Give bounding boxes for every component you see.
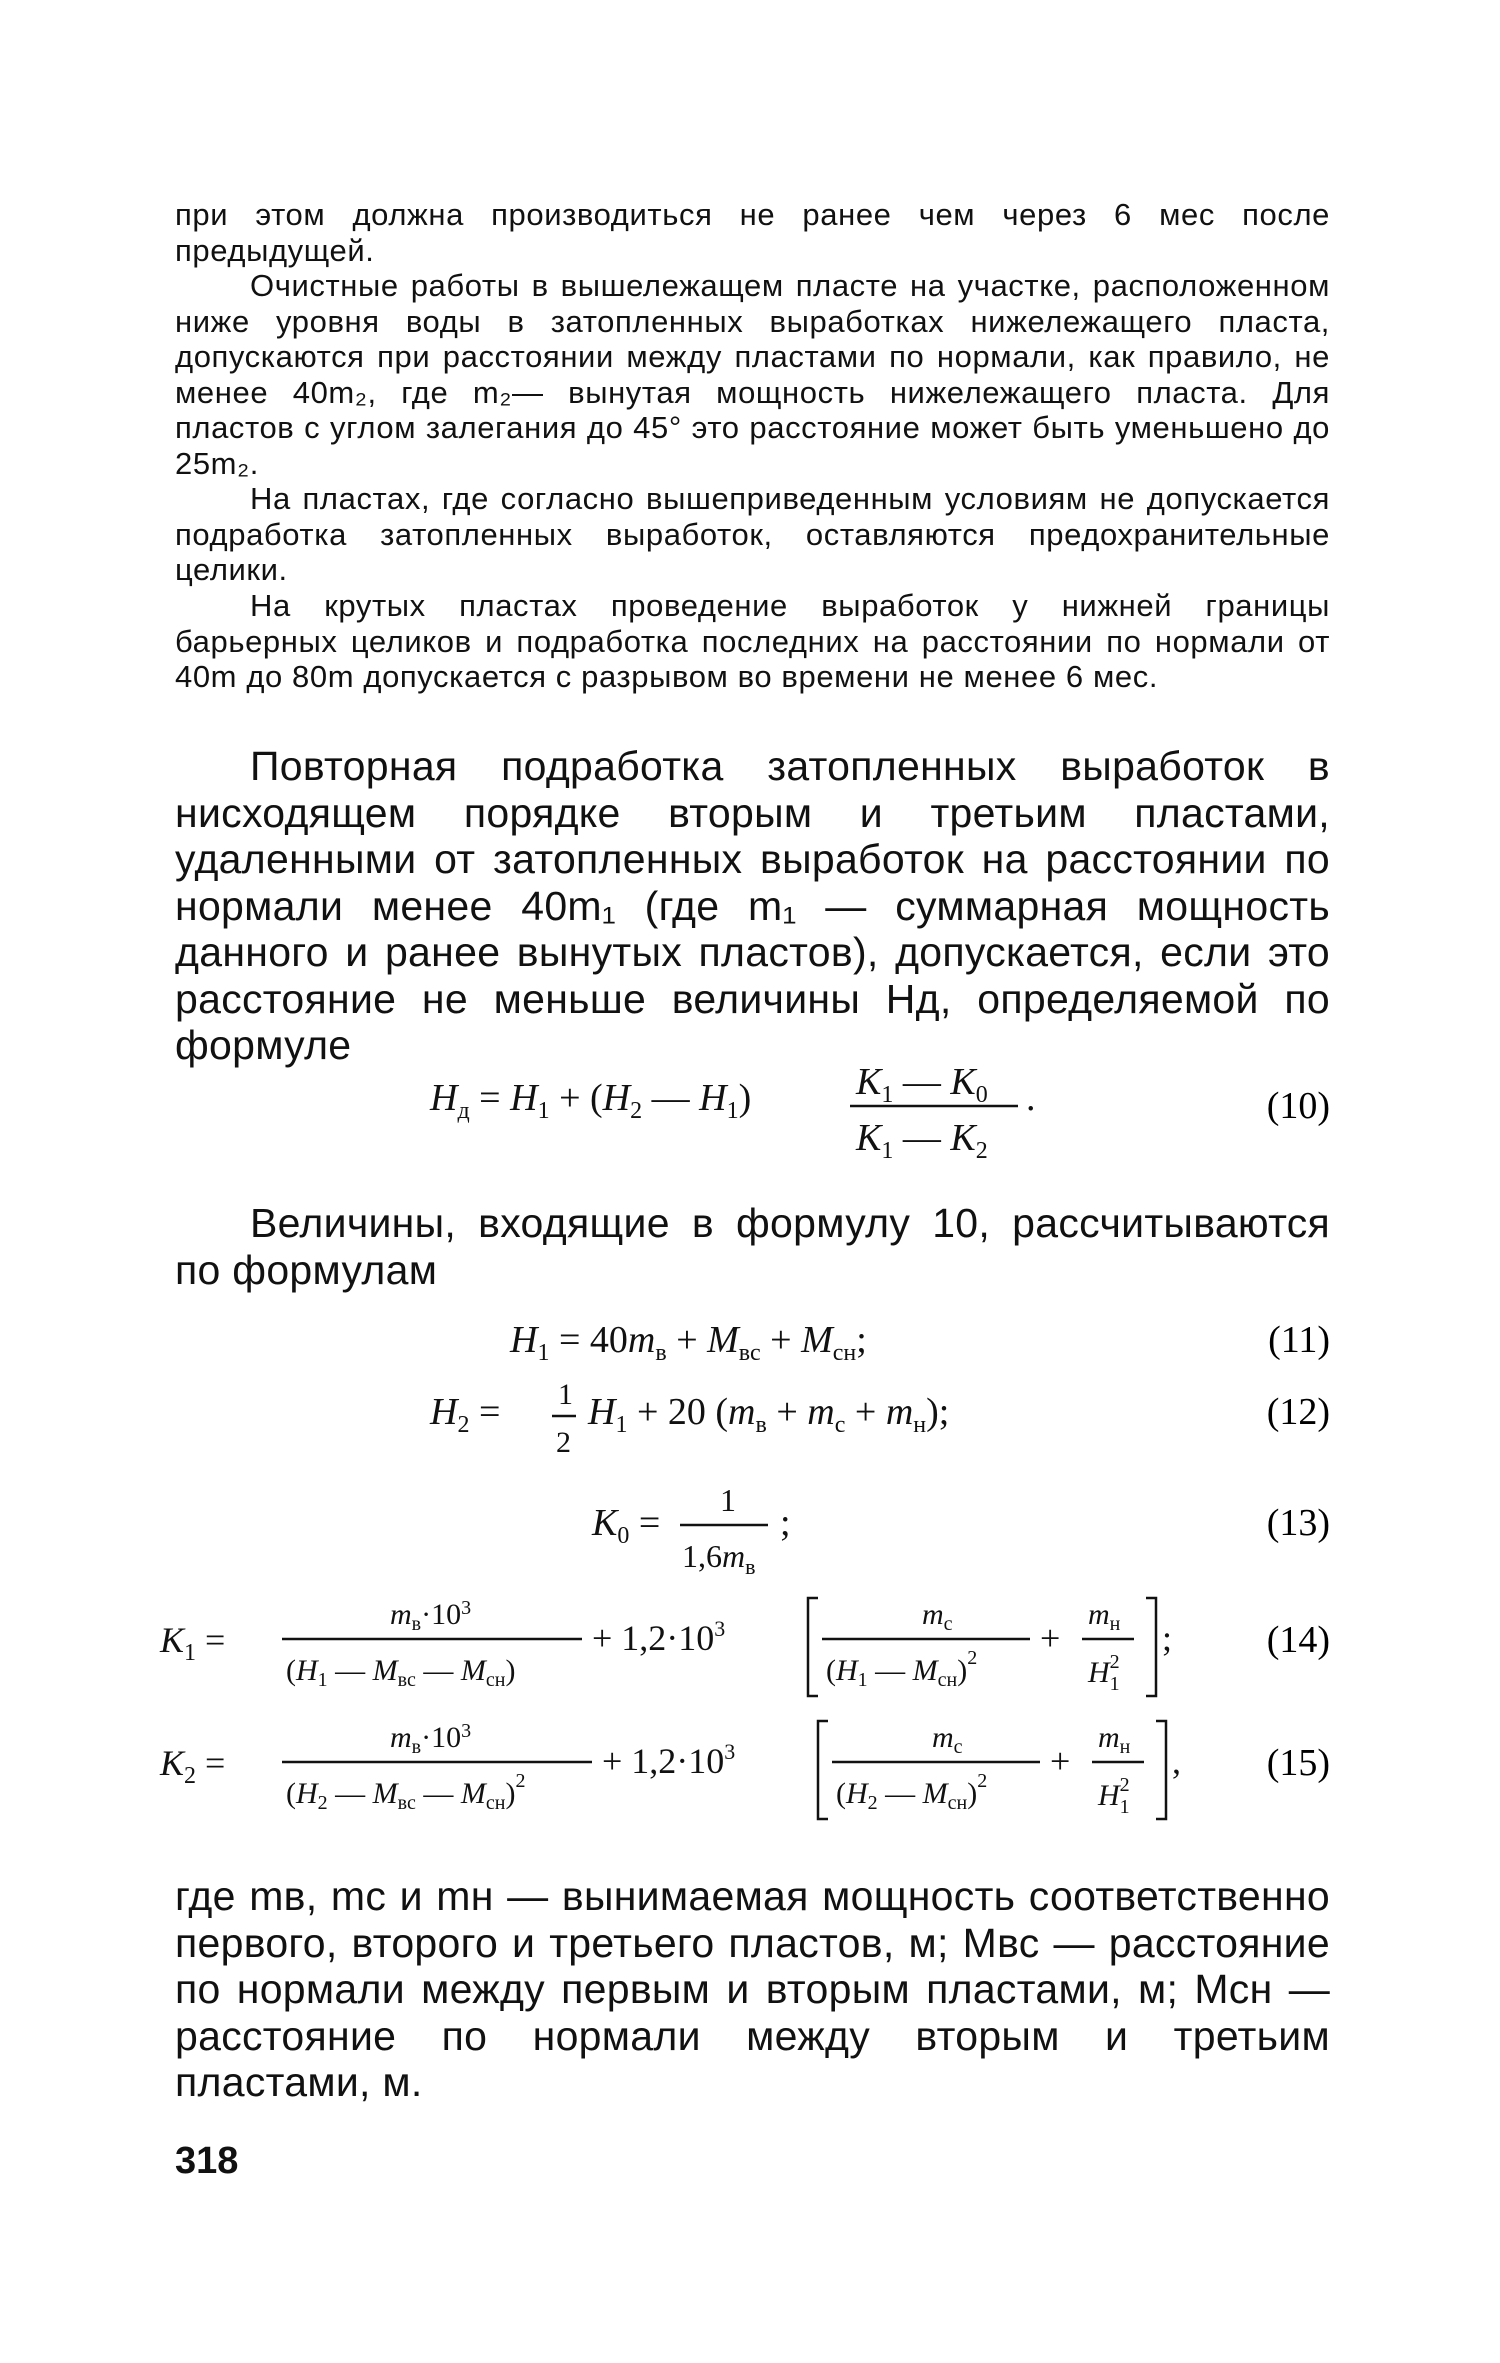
svg-text:.: . [1026,1077,1036,1119]
svg-text:H2 =: $H_2$ = [430,1391,501,1438]
equation-15 [150,1715,1340,1830]
paragraph-definitions: где mв, mс и mн — вынимаемая мощность соответственно первого, второго и третьего пластов, м; Mвс — расстояние по нормали между первым и вторым пластами, м; Mсн — расстояние по нормали между вторым и третьим пластами, м. [175,1873,1330,2105]
paragraph-safety-pillars: На пластах, где согласно вышеприведенным условиям не допускается подработка затопленных выработок, оставляются предохранительные целики. [175,481,1330,587]
svg-text:+ 1,2·103: + $1,2\cdot 10^3$ [592,1616,726,1658]
svg-text:H1 + 20 (mв + mс + mн);: $H_1 + 20$ $(m_в + m_с + m_н)$; [588,1391,950,1438]
svg-text:1: 1 [720,1482,736,1518]
svg-text:mс: $m_с$ [922,1598,953,1635]
svg-text:mн: $m_н$ [1088,1598,1121,1635]
page-number: 318 [175,2140,239,2182]
equation-13-number: (13) [1266,1502,1330,1544]
equation-15-svg [150,1715,1340,1830]
svg-text:;: ; [780,1502,791,1544]
svg-text:K2 =: $K_2$ = [160,1743,226,1789]
svg-text:+: + [1050,1741,1071,1781]
svg-text:mв·103: $m_в\cdot 10^3$ [390,1597,472,1635]
svg-text:mн: $m_н$ [1098,1721,1131,1758]
equation-14-svg [150,1592,1340,1707]
svg-text:1: 1 [558,1378,573,1411]
equation-13 [150,1475,1340,1580]
svg-text:Hд = H1 + (H2 — H1): $H_д = H_1 + (H_2$ — $H_1$) [430,1077,752,1124]
svg-text:H1 = 40mв + Mвс + Mсн;: $H_1 = 40m_в + M_{вс} + M_{сн}$; [510,1319,867,1366]
equation-14 [150,1592,1340,1707]
svg-text:(H1 — Mсн)2: ($H_1$ — $M_{сн})^2$ [826,1647,978,1691]
equation-12 [150,1370,1340,1470]
equation-10-number: (10) [1266,1085,1330,1127]
svg-text:2: 2 [556,1426,571,1459]
equation-11 [150,1310,1340,1370]
svg-text:H21: $H^2$ 1 [1098,1774,1130,1818]
equation-14-number: (14) [1266,1619,1330,1661]
svg-text:+ 1,2·103: + $1,2\cdot 10^3$ [602,1739,736,1781]
svg-text:(H1 — Mвс — Mсн): ($H_1$ — $M_{вс}$ — $M_{сн}$) [286,1654,516,1691]
svg-text:+: + [1040,1618,1061,1658]
equation-15-number: (15) [1266,1742,1330,1784]
svg-text:(H2 — Mсн)2: ($H_2$ — $M_{сн})^2$ [836,1770,988,1814]
svg-text:,: , [1172,1741,1181,1781]
svg-text:1,6mв: $1,6m_в$ [682,1538,756,1579]
svg-text:K0 =: $K_0$ = [592,1502,661,1549]
paragraph-steep-seams: На крутых пластах проведение выработок у нижней границы барьерных целиков и подработка последних на расстоянии по нормали от 40m до 80m допускается с разрывом во времени не менее 6 мес. [175,588,1330,694]
equation-12-number: (12) [1266,1391,1330,1433]
equation-11-number: (11) [1268,1319,1330,1361]
paragraph-repeated-undermining: Повторная подработка затопленных выработок в нисходящем порядке вторым и третьим пластами, удаленными от затопленных выработок на расстоянии по нормали менее 40m₁ (где m₁ — суммарная мощность данного и ранее вынутых пластов), допускается, если это расстояние не меньше величины Hд, определяемой по формуле [175,743,1330,1068]
svg-text:mс: $m_с$ [932,1721,963,1758]
svg-text:(H2 — Mвс — Mсн)2: ($H_2$ — $M_{вс}$ — $M_{сн})^2$ [286,1770,526,1814]
paragraph-formulas-intro: Величины, входящие в формулу 10, рассчитываются по формулам [175,1200,1330,1293]
svg-text:K1 — K0: $K_1$ — $K_0$ [856,1061,988,1108]
paragraph-continuation: при этом должна производиться не ранее чем через 6 мес после предыдущей. [175,197,1330,268]
svg-text:mв·103: $m_в\cdot 10^3$ [390,1720,472,1758]
svg-text:H21: $H^2$ 1 [1088,1651,1120,1695]
equation-10-svg [150,1058,1340,1168]
svg-text:K1 — K2: $K_1$ — $K_2$ [856,1117,988,1164]
paragraph-clearance-works: Очистные работы в вышележащем пласте на участке, расположенном ниже уровня воды в затопленных выработках нижележащего пласта, допускаются при расстоянии между пластами по нормали, как правило, не менее 40m₂, где m₂— вынутая мощность нижележащего пласта. Для пластов с углом залегания до 45° это расстояние может быть уменьшено до 25m₂. [175,268,1330,481]
equation-13-svg [150,1475,1340,1580]
equation-11-svg [150,1310,1340,1370]
equation-12-svg [150,1370,1340,1470]
svg-text:;: ; [1162,1618,1173,1658]
svg-text:K1 =: $K_1$ = [160,1620,226,1666]
equation-10 [150,1058,1340,1168]
